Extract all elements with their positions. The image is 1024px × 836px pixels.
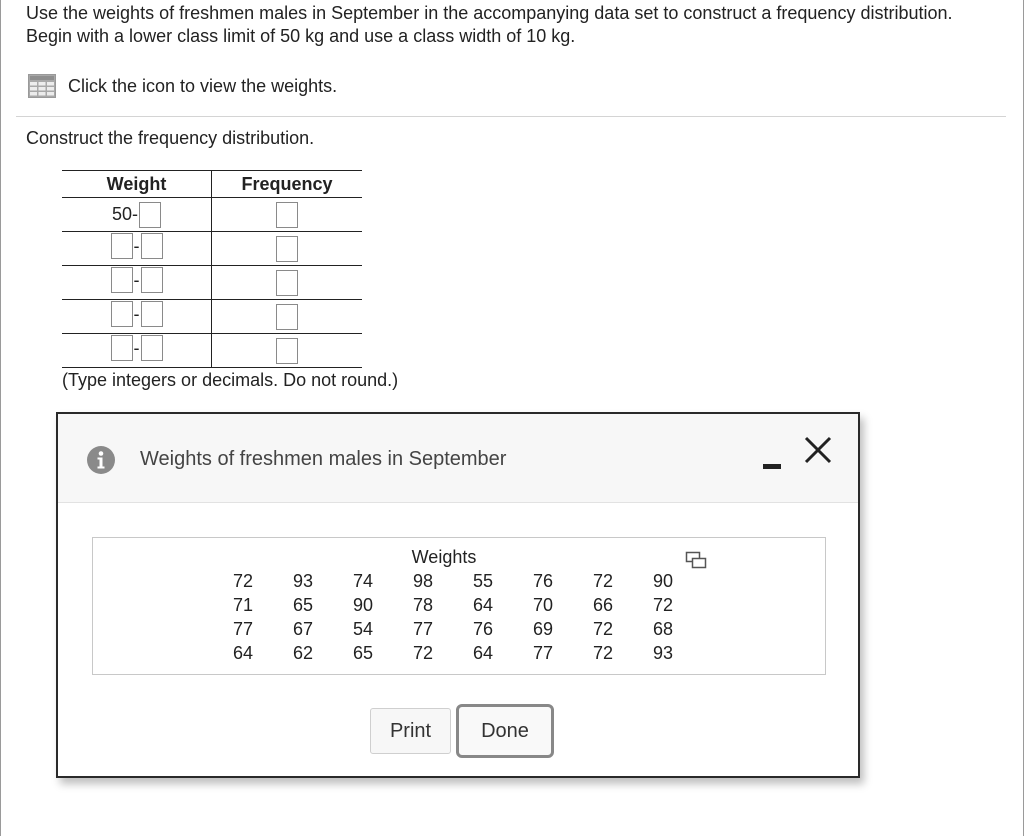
class-limits — [111, 301, 163, 327]
weight-value: 64 — [472, 594, 494, 615]
frequency-input[interactable] — [276, 236, 298, 262]
table-row — [62, 232, 362, 266]
weight-value: 77 — [532, 642, 554, 663]
class-limits — [112, 202, 161, 228]
weight-value: 77 — [232, 618, 254, 639]
copy-icon[interactable] — [685, 551, 707, 569]
upper-limit-input[interactable] — [139, 202, 161, 228]
weight-value: 68 — [652, 618, 674, 639]
class-limits — [111, 267, 163, 293]
view-weights-link[interactable]: Click the icon to view the weights. — [68, 75, 338, 96]
lower-limit-input[interactable] — [111, 267, 133, 293]
question-text: Use the weights of freshmen males in September in the accompanying data set to construct a frequency distribution. Begin with a lower class limit of 50 kg and use a class width of 10 kg. — [26, 3, 953, 46]
weights-row — [213, 617, 693, 641]
frequency-input[interactable] — [276, 304, 298, 330]
class-limits-cell — [62, 334, 212, 368]
weight-value: 74 — [352, 570, 374, 591]
weight-value: 62 — [292, 642, 314, 663]
table-row — [62, 266, 362, 300]
frequency-input[interactable] — [276, 202, 298, 228]
weights-row — [213, 569, 693, 593]
frequency-input[interactable] — [276, 270, 298, 296]
class-limits-cell — [62, 266, 212, 300]
upper-limit-input[interactable] — [141, 301, 163, 327]
frequency-input[interactable] — [276, 338, 298, 364]
weight-value: 70 — [532, 594, 554, 615]
weight-value: 69 — [532, 618, 554, 639]
frequency-cell — [212, 198, 363, 232]
weight-value: 77 — [412, 618, 434, 639]
weight-value: 72 — [652, 594, 674, 615]
dialog-header — [58, 414, 858, 503]
weights-grid — [213, 569, 693, 665]
class-limits-cell — [62, 198, 212, 232]
frequency-cell — [212, 266, 363, 300]
limit-dash: - — [133, 235, 140, 256]
dialog-title: Weights of freshmen males in September — [140, 448, 507, 470]
limit-dash: - — [133, 337, 140, 358]
weight-value: 66 — [592, 594, 614, 615]
weight-value: 64 — [232, 642, 254, 663]
weights-title: Weights — [411, 547, 477, 567]
print-button[interactable]: Print — [370, 708, 451, 754]
weight-value: 71 — [232, 594, 254, 615]
frequency-cell — [212, 334, 363, 368]
frequency-table — [62, 170, 362, 368]
weights-dialog — [56, 412, 860, 778]
lower-limit-input[interactable] — [111, 301, 133, 327]
class-limits-cell — [62, 232, 212, 266]
weight-value: 98 — [412, 570, 434, 591]
done-button[interactable]: Done — [456, 704, 554, 758]
lower-limit-input[interactable] — [111, 233, 133, 259]
weight-value: 65 — [292, 594, 314, 615]
section-divider — [16, 116, 1006, 117]
instruction-text: Construct the frequency distribution. — [26, 128, 315, 148]
info-icon — [86, 445, 116, 475]
answer-note: (Type integers or decimals. Do not round.) — [62, 370, 399, 390]
class-limits — [111, 233, 163, 259]
upper-limit-input[interactable] — [141, 267, 163, 293]
weight-value: 78 — [412, 594, 434, 615]
weight-value: 90 — [652, 570, 674, 591]
weight-value: 67 — [292, 618, 314, 639]
table-grid-icon[interactable] — [28, 74, 56, 98]
weight-value: 72 — [592, 570, 614, 591]
table-header-row — [62, 171, 362, 198]
weight-value: 93 — [292, 570, 314, 591]
weight-value: 72 — [592, 642, 614, 663]
weight-value: 90 — [352, 594, 374, 615]
frequency-cell — [212, 232, 363, 266]
weight-value: 72 — [232, 570, 254, 591]
lower-limit-label: 50- — [111, 204, 138, 224]
weight-value: 54 — [352, 618, 374, 639]
weight-value: 76 — [532, 570, 554, 591]
class-limits — [111, 335, 163, 361]
weight-value: 76 — [472, 618, 494, 639]
lower-limit-input[interactable] — [111, 335, 133, 361]
class-limits-cell — [62, 300, 212, 334]
weights-row — [213, 641, 693, 665]
weight-value: 72 — [412, 642, 434, 663]
minimize-icon[interactable] — [758, 444, 784, 470]
limit-dash: - — [133, 269, 140, 290]
frame-left-border — [0, 0, 1, 836]
weight-value: 64 — [472, 642, 494, 663]
close-icon[interactable] — [800, 432, 836, 468]
frequency-header: Frequency — [212, 171, 363, 198]
weight-value: 65 — [352, 642, 374, 663]
table-row — [62, 300, 362, 334]
upper-limit-input[interactable] — [141, 233, 163, 259]
upper-limit-input[interactable] — [141, 335, 163, 361]
table-row — [62, 334, 362, 368]
view-weights-row — [28, 74, 337, 98]
frequency-cell — [212, 300, 363, 334]
weight-value: 55 — [472, 570, 494, 591]
weights-row — [213, 593, 693, 617]
weight-header: Weight — [62, 171, 212, 198]
weight-value: 72 — [592, 618, 614, 639]
limit-dash: - — [133, 303, 140, 324]
table-row — [62, 198, 362, 232]
weights-data-box — [92, 537, 826, 675]
weight-value: 93 — [652, 642, 674, 663]
